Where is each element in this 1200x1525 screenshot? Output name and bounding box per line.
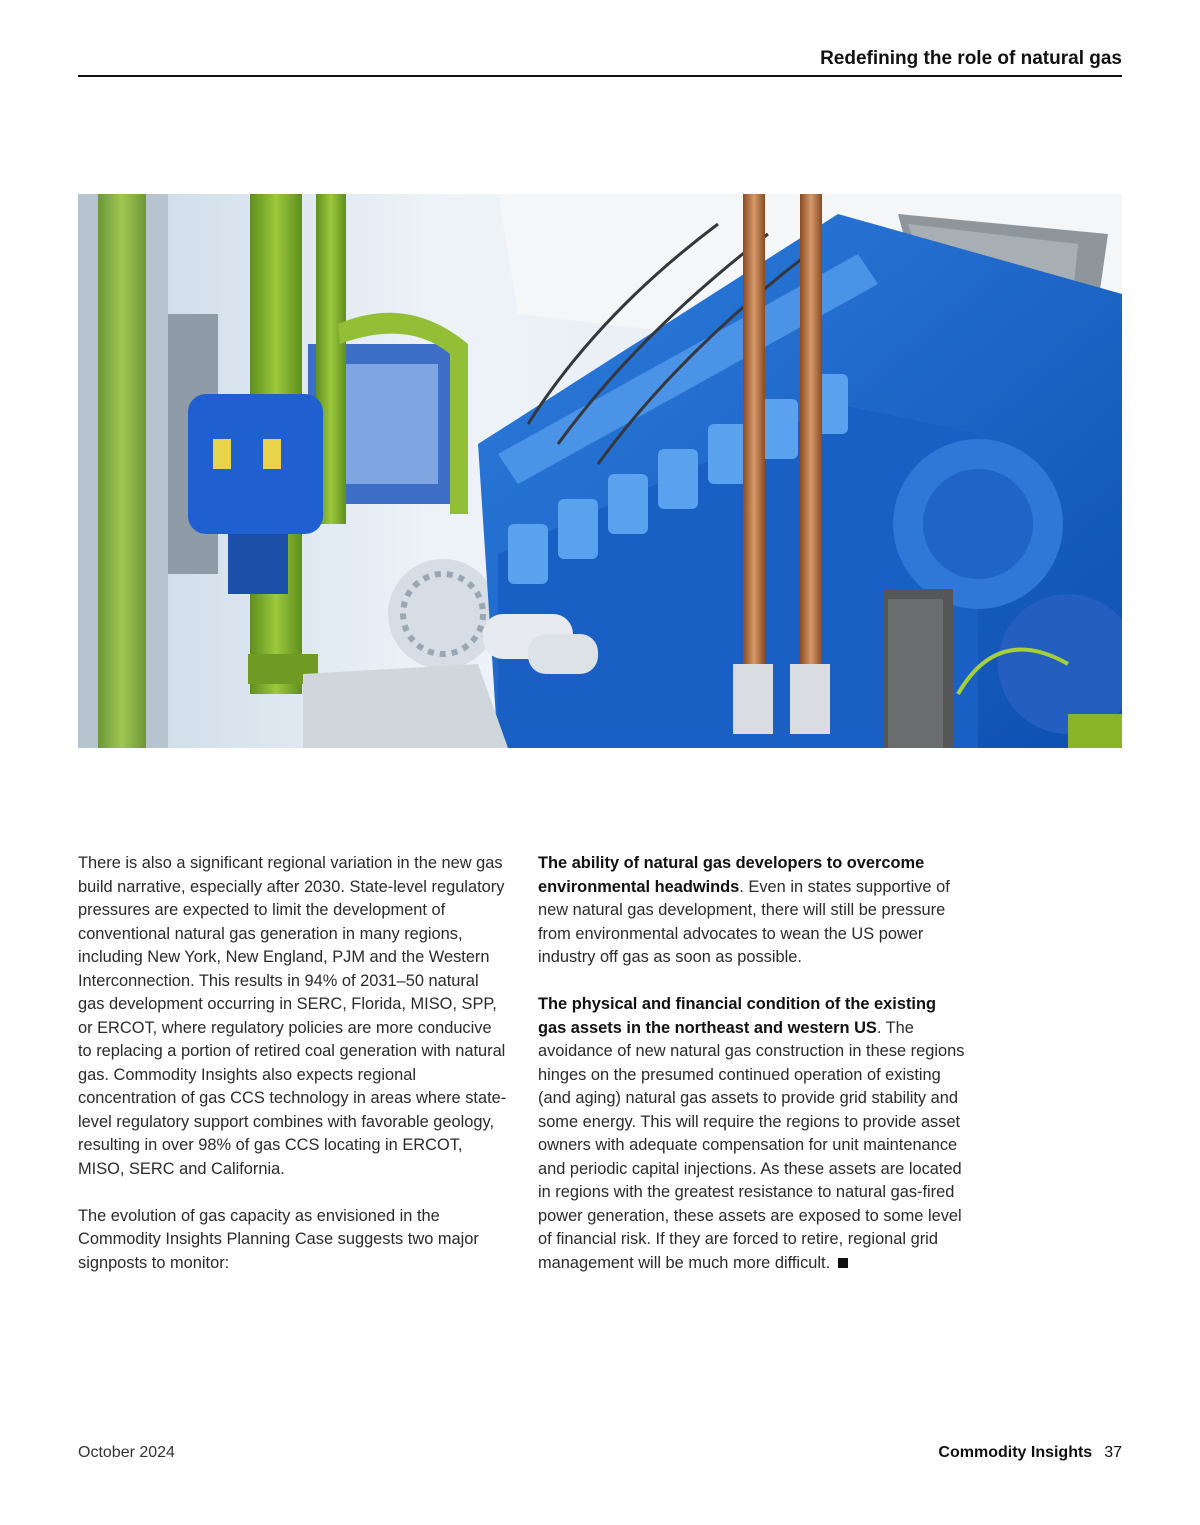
body-paragraph: The evolution of gas capacity as envisioned in the Commodity Insights Planning Case suggests two major signposts to monitor:	[78, 1206, 479, 1272]
signpost-heading: The ability of natural gas developers to overcome environmental headwinds	[538, 854, 925, 896]
left-text-column	[78, 852, 508, 1299]
footer-brand: Commodity Insights	[938, 1444, 1093, 1461]
signpost-paragraph	[538, 852, 968, 970]
signpost-text: . The avoidance of new natural gas construction in these regions hinges on the presumed continued operation of existing (and aging) natural gas assets to provide grid stability and some energy. This will require the regions to provide asset owners with adequate compensation for unit maintenance and periodic capital injections. As these assets are located in regions with the greatest resistance to natural gas-fired power generation, these assets are exposed to some level of financial risk. If they are forced to retire, regional grid management will be much more difficult.	[538, 1018, 965, 1272]
page-number: 37	[1104, 1444, 1122, 1461]
footer-branding	[938, 1444, 1122, 1462]
header-rule	[78, 75, 1122, 77]
right-text-column	[538, 852, 968, 1299]
signpost-heading: The physical and financial condition of the existing gas assets in the northeast and western US	[538, 995, 936, 1037]
body-paragraph: There is also a significant regional variation in the new gas build narrative, especially after 2030. State-level regulatory pressures are expected to limit the development of conventional natural gas generation in many regions, including New York, New England, PJM and the Western Interconnection. This results in 94% of 2031–50 natural gas development occurring in SERC, Florida, MISO, SPP, or ERCOT, where regulatory policies are more conducive to replacing a portion of retired coal generation with natural gas. Commodity Insights also expects regional concentration of gas CCS technology in areas where state-level regulatory support combines with favorable geology, resulting in over 98% of gas CCS locating in ERCOT, MISO, SERC and California.	[78, 854, 507, 1178]
end-of-article-mark	[838, 1258, 848, 1268]
footer-date: October 2024	[78, 1444, 175, 1461]
gas-engine-photo	[78, 194, 1122, 748]
running-header-title: Redefining the role of natural gas	[820, 48, 1122, 69]
signpost-text: . Even in states supportive of new natural gas development, there will still be pressure from environmental advocates to wean the US power industry off gas as soon as possible.	[538, 877, 950, 966]
signpost-paragraph	[538, 993, 968, 1275]
